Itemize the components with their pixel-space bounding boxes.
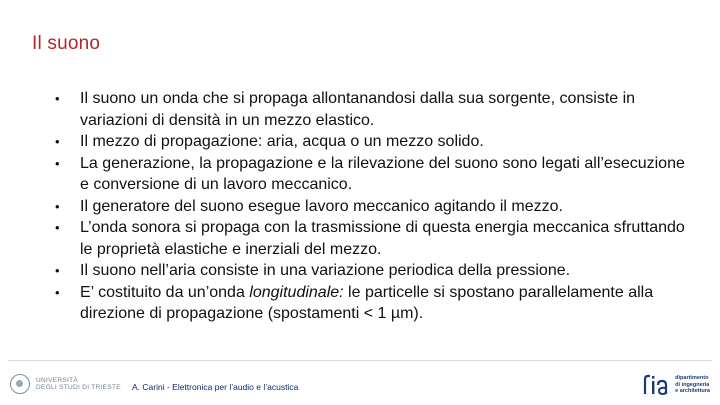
bullet-list xyxy=(55,88,695,325)
bullet-dot: • xyxy=(55,198,60,214)
department-name-line1: dipartimento xyxy=(675,375,709,382)
bullet-dot: • xyxy=(55,284,60,300)
footer-divider xyxy=(8,360,712,361)
bullet-dot: • xyxy=(55,134,60,149)
bullet-text: Il generatore del suono esegue lavoro meccanico agitando il mezzo. xyxy=(80,197,563,215)
bullet-text: Il suono un onda che si propaga allontanandosi dalla sua sorgente, consiste in variazioni di densità in un mezzo elastico. xyxy=(80,90,636,129)
university-name-line2: DEGLI STUDI DI TRIESTE xyxy=(36,384,121,391)
bullet-text-after: le particelle si spostano parallelamente alla direzione di propagazione (spostamenti < 1 µm). xyxy=(80,283,654,322)
bullet-item xyxy=(55,88,695,131)
bullet-item xyxy=(55,131,695,153)
bullet-text: La generazione, la propagazione e la rilevazione del suono sono legati all’esecuzione e conversione di un lavoro meccanico. xyxy=(80,154,685,193)
bullet-item xyxy=(55,282,695,325)
bullet-text-italic: longitudinale: xyxy=(249,283,344,301)
university-name-line1: UNIVERSITÀ xyxy=(36,376,79,384)
ia-department-logo-icon xyxy=(641,373,671,397)
university-logo xyxy=(10,374,121,394)
footer-author-course: A. Carini - Elettronica per l’audio e l’acustica xyxy=(132,382,299,392)
bullet-dot: • xyxy=(55,220,60,235)
university-seal-icon xyxy=(10,374,30,394)
bullet-dot: • xyxy=(55,91,60,106)
university-name xyxy=(36,377,121,392)
bullet-text: Il suono nell’aria consiste in una variazione periodica della pressione. xyxy=(80,262,571,279)
department-name xyxy=(675,375,710,395)
bullet-item xyxy=(55,153,695,196)
bullet-dot: • xyxy=(55,155,60,171)
bullet-item xyxy=(55,196,695,218)
bullet-dot: • xyxy=(55,263,60,278)
slide-title: Il suono xyxy=(32,33,101,54)
bullet-text-before: E’ costituito da un’onda xyxy=(80,283,250,301)
department-name-line3: e architettura xyxy=(675,388,710,395)
department-logo xyxy=(641,373,710,397)
bullet-item xyxy=(55,260,695,282)
department-name-line2: di ingegneria xyxy=(675,381,710,388)
bullet-item xyxy=(55,217,695,260)
bullet-text: L’onda sonora si propaga con la trasmissione di questa energia meccanica sfruttando le proprietà elastiche e inerziali del mezzo. xyxy=(80,219,685,258)
bullet-text: Il mezzo di propagazione: aria, acqua o un mezzo solido. xyxy=(80,133,484,150)
